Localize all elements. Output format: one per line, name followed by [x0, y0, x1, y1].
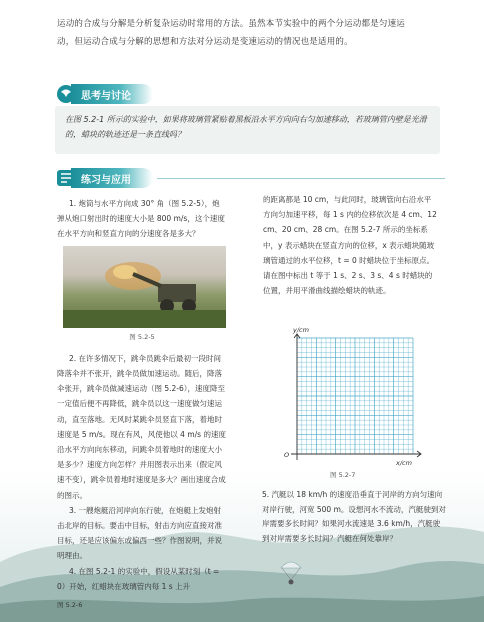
right-column: [263, 192, 438, 298]
discussion-title: 思考与讨论: [71, 84, 153, 104]
origin-label: O: [284, 451, 290, 459]
parachute-icon: [280, 558, 302, 588]
figure-5-caption: 图 5.2-5: [129, 332, 155, 341]
discussion-box: [55, 106, 440, 154]
figure-7-caption: 图 5.2-7: [330, 471, 356, 479]
axes: [291, 334, 421, 460]
question-3: 3. 一艘炮艇沿河岸向东行驶，在炮艇上发炮射击北岸的目标。要击中目标，射击方向应直接对准目标，还是应该偏东或偏西一些？作图说明，并说明理由。: [57, 505, 222, 561]
discussion-heading: [55, 84, 435, 104]
practice-heading: [55, 168, 445, 188]
heading-rule: [157, 178, 445, 179]
question-4-part-2: 的距离都是 10 cm，与此同时，玻璃管向右沿水平方向匀加速平移，每 1 s 内的位移依次是 4 cm、12 cm、20 cm、28 cm。在图 5.2-7 所示的坐标系中，y 表示蜡块在竖直方向的位移，x 表示蜡块随玻璃管通过的水平位移，t = 0 时蜡块位于坐标原点。请在图中标出 t 等于 1 s、2 s、3 s、4 s 时蜡块的位置，并用平滑曲线描绘蜡块的轨迹。: [263, 195, 437, 296]
x-axis-label: x/cm: [396, 459, 412, 467]
practice-title: 练习与应用: [71, 168, 153, 188]
question-4-part-1: 4. 在图 5.2-1 的实验中，假设从某时刻（t = 0）开始，红蜡块在玻璃管内每 1 s 上升: [57, 566, 220, 591]
y-axis-label: y/cm: [293, 326, 309, 334]
question-2: 2. 在许多情况下，跳伞员跳伞后最初一段时间降落伞并不张开，跳伞员做加速运动。随后，降落伞张开，跳伞员做减速运动（图 5.2-6），速度降至一定值后便不再降低，跳伞员以这一速度做匀速运动，直至落地。无风时某跳伞员竖直下落，着地时速度是 5 m/s。现在有风，风使他以 4 m/s 的速度沿水平方向向东移动，问跳伞员着地时的速度大小是多少？速度方向怎样？并用图表示出来（假定风速不变），跳伞员着地时速度是多大？画出速度合成的图示。: [57, 353, 226, 500]
question-5: 5. 汽艇以 18 km/h 的速度沿垂直于河岸的方向匀速向对岸行驶，河宽 500 m。设想河水不流动，汽艇驶到对岸需要多长时间？如果河水流速是 3.6 km/h，汽艇驶到对岸需要多长时间？汽艇在何处靠岸？: [262, 490, 446, 543]
artillery-photo: [63, 246, 226, 328]
left-column: [57, 196, 227, 594]
question-1: 1. 炮筒与水平方向成 30° 角（图 5.2-5），炮弹从炮口射出时的速度大小是 800 m/s，这个速度在水平方向和竖直方向的分速度各是多大？: [57, 199, 225, 239]
cannon-illustration: [63, 246, 226, 328]
intro-paragraph: 运动的合成与分解是分析复杂运动时常用的方法。虽然本节实验中的两个分运动都是匀速运动，但运动合成与分解的思想和方法对分运动是变速运动的情况也是适用的。: [57, 19, 406, 47]
figure-6-caption: 图 5.2-6: [57, 601, 83, 609]
coordinate-grid: [283, 330, 423, 470]
discussion-text: 在图 5.2-1 所示的实验中，如果将玻璃管紧贴着黑板沿水平方向向右匀加速移动，若玻璃管内壁是光滑的，蜡块的轨迹还是一条直线吗？: [65, 115, 427, 139]
